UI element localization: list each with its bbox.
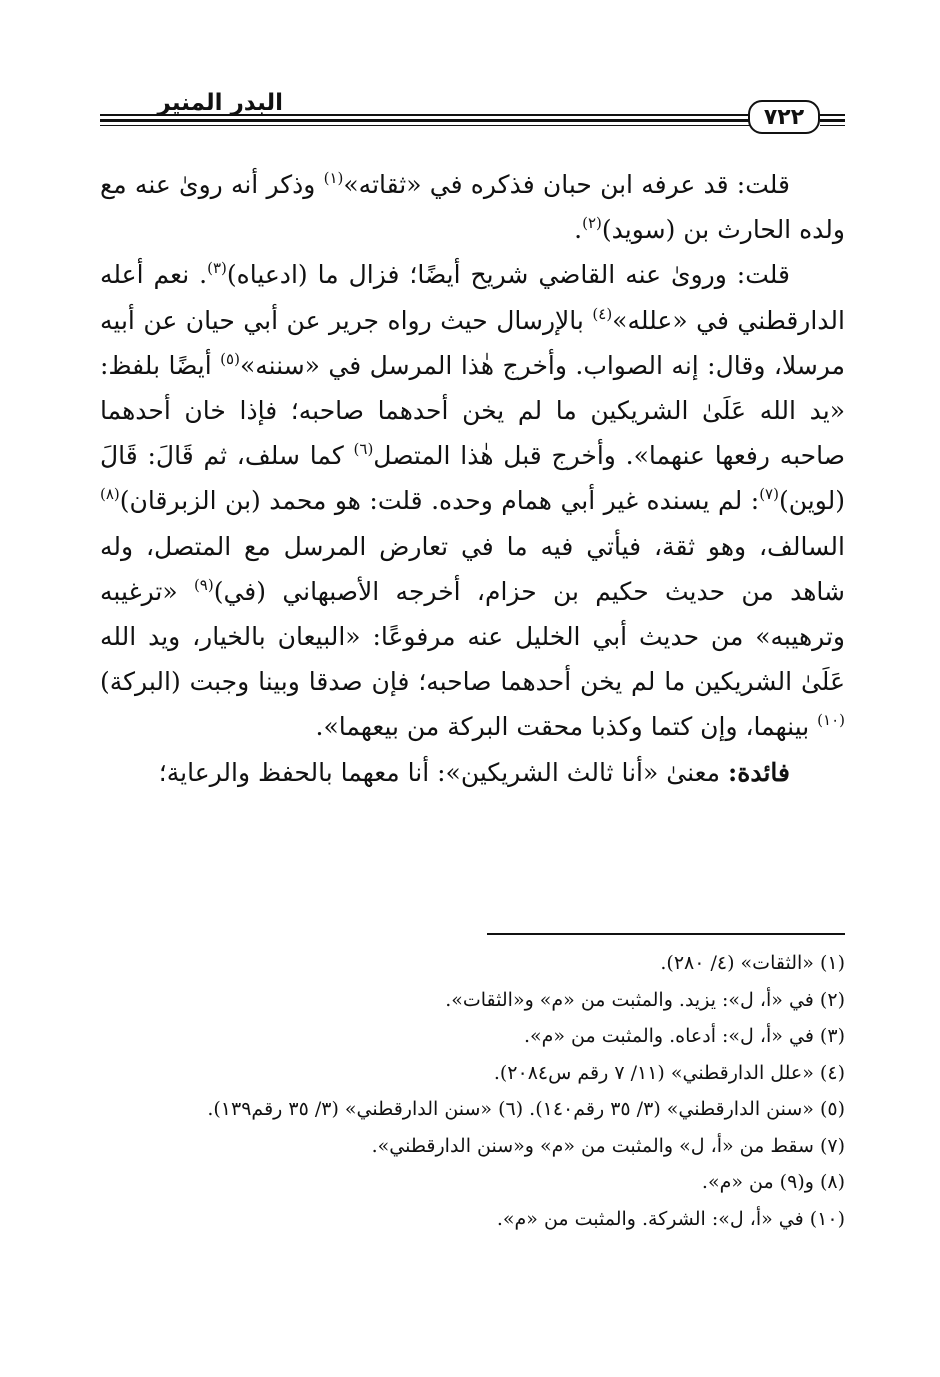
footnote-ref: (٩) bbox=[193, 575, 214, 594]
header-rule bbox=[100, 119, 750, 122]
text-run: وذكر أنه روىٰ عنه مع ولده الحارث بن (سويد) bbox=[100, 170, 845, 245]
page-header bbox=[100, 88, 845, 136]
footnote-ref: (١) bbox=[323, 169, 344, 187]
header-rule bbox=[100, 125, 750, 126]
footnote-ref: (٤) bbox=[592, 304, 613, 323]
header-rule bbox=[820, 114, 845, 116]
text-run: معنىٰ «أنا ثالث الشريكين»: أنا معهما بالحفظ والرعاية؛ bbox=[158, 757, 729, 787]
footnote: (٢) في «أ، ل»: يزيد. والمثبت من «م» و«الثقات». bbox=[445, 988, 845, 1011]
paragraph bbox=[100, 750, 845, 795]
text-run: «ترغيبه وترهيبه» من حديث أبي الخليل عنه مرفوعًا: «البيعان بالخيار، ويد الله عَلَىٰ الشريكين ما لم يخن أحدهما صاحبه؛ فإن صدقا وبينا وجبت (البركة) bbox=[100, 576, 845, 697]
text-run: قلت: قد عرفه ابن حبان فذكره في «ثقاته» bbox=[343, 170, 791, 199]
footnote-ref: (٣) bbox=[207, 259, 227, 278]
footnote: (١٠) في «أ، ل»: الشركة. والمثبت من «م». bbox=[496, 1207, 845, 1230]
footnote-ref: (٢) bbox=[582, 214, 602, 233]
footnote: (٨) و(٩) من «م». bbox=[701, 1171, 845, 1193]
benefit-label: فائدة: bbox=[728, 757, 790, 787]
text-run: بالإرسال حيث رواه جرير عن أبي حيان عن أبيه مرسلا، وقال: إنه الصواب. وأخرج هٰذا المرسل في «سننه» bbox=[100, 305, 845, 380]
footnote-ref: (٨) bbox=[100, 485, 120, 504]
footnote: (١) «الثقات» (٤/ ٢٨٠). bbox=[660, 952, 845, 974]
text-run: كما سلف، ثم قَالَ: قَالَ (لوين) bbox=[100, 441, 845, 516]
text-run: . نعم أعله الدارقطني في «علله» bbox=[100, 260, 845, 335]
text-run: أيضًا بلفظ: «يد الله عَلَىٰ الشريكين ما لم يخن أحدهما صاحبه؛ فإذا خان أحدهما صاحبه رفعها عنهما». وأخرج قبل هٰذا المتصل bbox=[100, 350, 845, 471]
main-text bbox=[100, 162, 845, 795]
footnote: (٣) في «أ، ل»: أدعاه. والمثبت من «م». bbox=[523, 1025, 845, 1047]
footnote: (٧) سقط من «أ، ل» والمثبت من «م» و«سنن الدارقطني». bbox=[371, 1134, 845, 1157]
footnote: (٥) «سنن الدارقطني» (٣/ ٣٥ رقم١٤٠). (٦) «سنن الدارقطني» (٣/ ٣٥ رقم١٣٩). bbox=[207, 1098, 845, 1120]
footnotes bbox=[100, 945, 845, 1237]
running-title: البدر المنير bbox=[157, 90, 283, 116]
page-number: ٧٢٢ bbox=[748, 100, 820, 134]
header-rule bbox=[820, 125, 845, 126]
footnote-ref: (٧) bbox=[759, 485, 779, 504]
paragraph bbox=[100, 162, 845, 252]
text-run: . bbox=[574, 215, 583, 245]
footnote-ref: (٥) bbox=[220, 349, 240, 368]
header-rule bbox=[820, 119, 845, 122]
footnote-separator bbox=[487, 933, 845, 935]
text-run: : لم يسنده غير أبي همام وحده. قلت: هو محمد (بن الزبرقان) bbox=[119, 486, 760, 516]
paragraph bbox=[100, 252, 845, 749]
text-run: السالف، وهو ثقة، فيأتي فيه ما في تعارض المرسل مع المتصل، وله شاهد من حديث حكيم بن حزام، أخرجه الأصبهاني (في) bbox=[100, 531, 846, 606]
text-run: بينهما، وإن كتما وكذبا محقت البركة من بيعهما». bbox=[315, 712, 818, 742]
footnote-ref: (٦) bbox=[353, 440, 374, 459]
footnote: (٤) «علل الدارقطني» (١١/ ٧ رقم س٢٠٨٤). bbox=[493, 1061, 845, 1084]
text-run: قلت: وروىٰ عنه القاضي شريح أيضًا؛ فزال ما (ادعياه) bbox=[226, 260, 790, 290]
footnote-ref: (١٠) bbox=[817, 711, 845, 730]
